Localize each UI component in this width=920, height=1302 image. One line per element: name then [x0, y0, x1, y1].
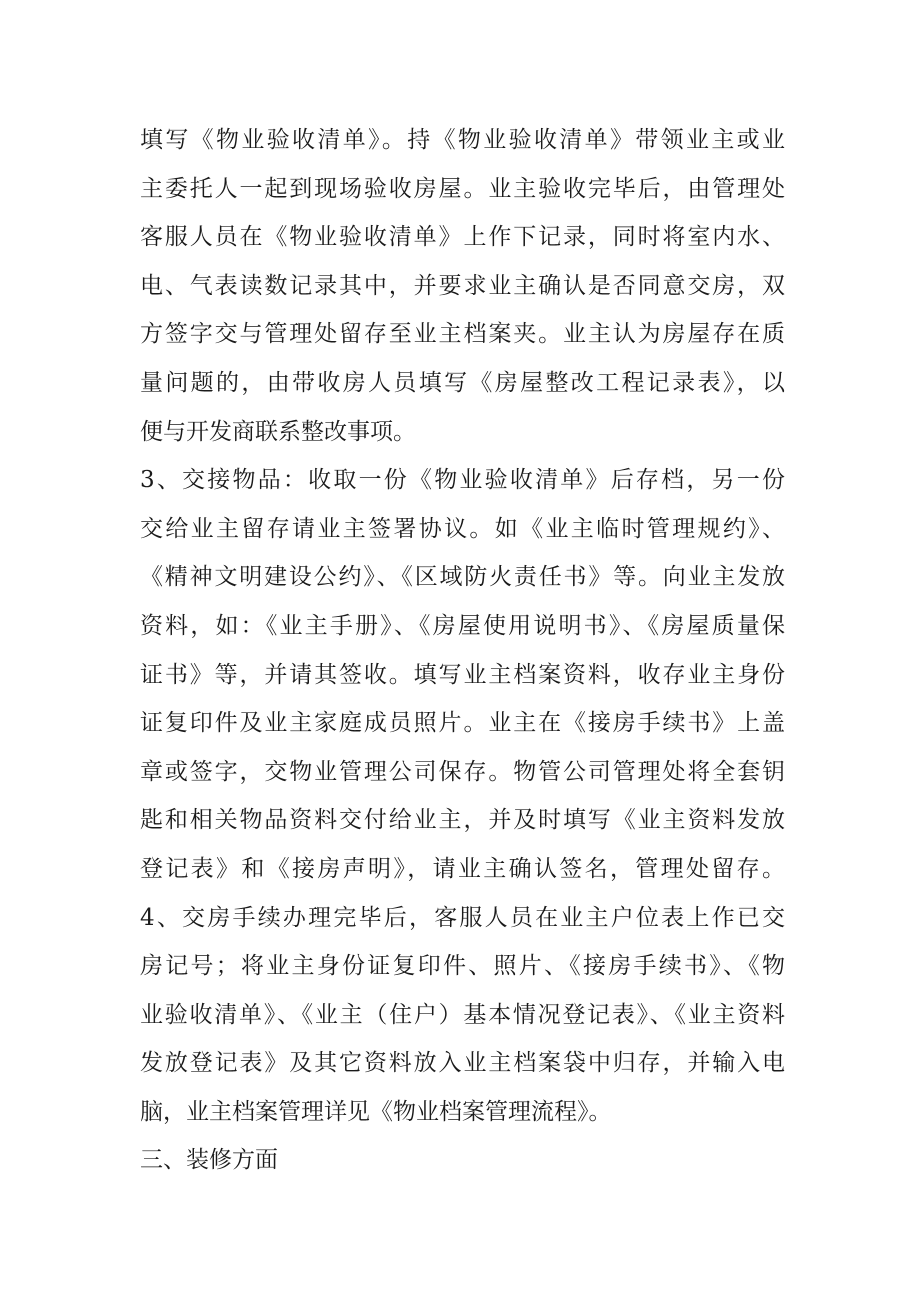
text-line: 登记表》和《接房声明》，请业主确认签名，管理处留存。: [140, 855, 785, 882]
text-line: 《精神文明建设公约》、《区域防火责任书》等。向业主发放: [140, 564, 785, 591]
document-body: [140, 116, 785, 1185]
text-line: 3、交接物品：收取一份《物业验收清单》后存档，另一份: [140, 467, 785, 494]
text-line: 客服人员在《物业验收清单》上作下记录，同时将室内水、: [140, 224, 785, 251]
text-line: 交给业主留存请业主签署协议。如《业主临时管理规约》、: [140, 515, 785, 542]
text-line: 填写《物业验收清单》。持《物业验收清单》带领业主或业: [140, 127, 785, 153]
text-line: 匙和相关物品资料交付给业主，并及时填写《业主资料发放: [140, 807, 785, 834]
text-line: 电、气表读数记录其中，并要求业主确认是否同意交房，双: [140, 272, 785, 299]
text-line: 发放登记表》及其它资料放入业主档案袋中归存，并输入电: [140, 1050, 785, 1077]
text-line: 三、装修方面: [140, 1147, 278, 1174]
text-line: 量问题的，由带收房人员填写《房屋整改工程记录表》，以: [140, 369, 785, 396]
text-line: 房记号；将业主身份证复印件、照片、《接房手续书》、《物: [140, 953, 785, 980]
text-line: 便与开发商联系整改事项。: [140, 418, 416, 445]
text-line: 方签字交与管理处留存至业主档案夹。业主认为房屋存在质: [140, 321, 785, 348]
text-line: 证复印件及业主家庭成员照片。业主在《接房手续书》上盖: [140, 710, 785, 737]
text-line: 业验收清单》、《业主（住户）基本情况登记表》、《业主资料: [140, 1001, 785, 1028]
text-line: 资料，如：《业主手册》、《房屋使用说明书》、《房屋质量保: [140, 612, 785, 639]
text-line: 4、交房手续办理完毕后，客服人员在业主户位表上作已交: [140, 904, 785, 931]
text-line: 主委托人一起到现场验收房屋。业主验收完毕后，由管理处: [140, 175, 785, 202]
text-line: 脑，业主档案管理详见《物业档案管理流程》。: [140, 1098, 612, 1125]
text-line: 证书》等，并请其签收。填写业主档案资料，收存业主身份: [140, 661, 785, 688]
text-line: 章或签字，交物业管理公司保存。物管公司管理处将全套钥: [140, 758, 785, 785]
